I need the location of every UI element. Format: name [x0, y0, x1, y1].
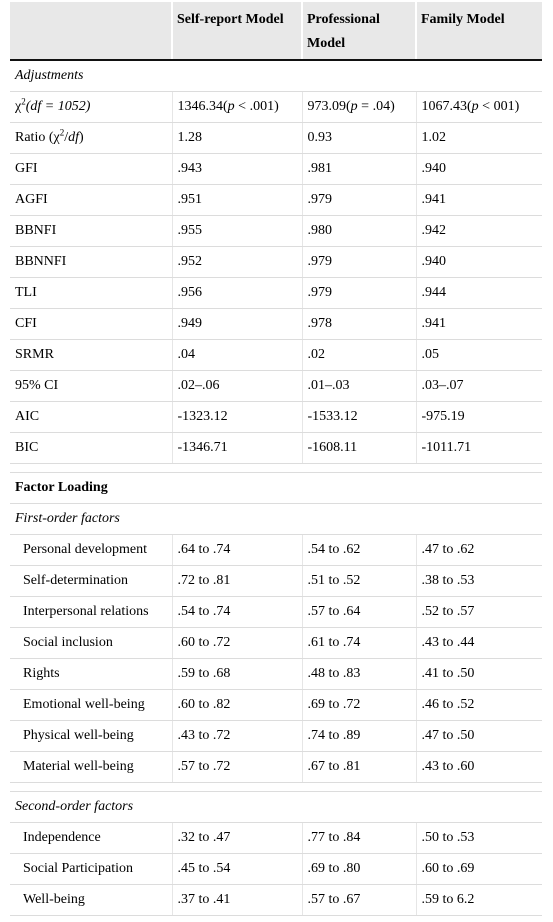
header-self-report: Self-report Model	[172, 2, 302, 60]
cell-professional: .67 to .81	[302, 752, 416, 783]
cell-professional: .77 to .84	[302, 823, 416, 854]
cell-professional: .01–.03	[302, 371, 416, 402]
header-family: Family Model	[416, 2, 542, 60]
table-row	[10, 216, 542, 247]
cell-professional: .979	[302, 185, 416, 216]
row-label: Interpersonal relations	[10, 597, 172, 628]
table-body	[10, 60, 542, 916]
cell-self-report: .949	[172, 309, 302, 340]
cell-self-report: .72 to .81	[172, 566, 302, 597]
section-row-factor-loading	[10, 473, 542, 504]
section-label-first-order: First-order factors	[10, 504, 542, 535]
cell-family: .41 to .50	[416, 659, 542, 690]
cell-family: .47 to .62	[416, 535, 542, 566]
cell-professional: .69 to .72	[302, 690, 416, 721]
cell-self-report: .64 to .74	[172, 535, 302, 566]
table-row	[10, 433, 542, 464]
cell-self-report: .951	[172, 185, 302, 216]
cell-self-report: -1346.71	[172, 433, 302, 464]
cell-self-report: .60 to .82	[172, 690, 302, 721]
row-label: AIC	[10, 402, 172, 433]
cell-self-report: .956	[172, 278, 302, 309]
cell-family: .43 to .44	[416, 628, 542, 659]
section-label-adjustments: Adjustments	[10, 60, 542, 92]
cell-self-report: .02–.06	[172, 371, 302, 402]
header-blank-cell	[10, 2, 172, 60]
row-label: Independence	[10, 823, 172, 854]
cell-professional: .979	[302, 278, 416, 309]
cell-self-report: 1.28	[172, 123, 302, 154]
spacer-row-before-factor-loading	[10, 464, 542, 473]
cell-self-report: .60 to .72	[172, 628, 302, 659]
ratio-suffix: /df)	[64, 130, 84, 145]
cell-professional: 0.93	[302, 123, 416, 154]
cell-professional: .69 to .80	[302, 854, 416, 885]
cell-family: .941	[416, 185, 542, 216]
cell-family: .05	[416, 340, 542, 371]
table-row	[10, 309, 542, 340]
table-row	[10, 278, 542, 309]
cell-family: .52 to .57	[416, 597, 542, 628]
cell-self-report: .943	[172, 154, 302, 185]
cell-professional: .979	[302, 247, 416, 278]
table-row	[10, 340, 542, 371]
cell-self-report: -1323.12	[172, 402, 302, 433]
cell-family: 1.02	[416, 123, 542, 154]
section-row-first-order	[10, 504, 542, 535]
row-label: Material well-being	[10, 752, 172, 783]
table-row	[10, 628, 542, 659]
cell-family: .941	[416, 309, 542, 340]
row-label: 95% CI	[10, 371, 172, 402]
spacer-row-before-second-order	[10, 783, 542, 792]
cell-professional: -1608.11	[302, 433, 416, 464]
ratio-sup: 2	[59, 127, 65, 138]
row-label: GFI	[10, 154, 172, 185]
fit-indices-table	[10, 2, 542, 916]
spacer-cell	[10, 464, 542, 473]
cell-family: .47 to .50	[416, 721, 542, 752]
row-label-ratio	[10, 123, 172, 154]
table-row	[10, 854, 542, 885]
chi-prefix: χ	[15, 99, 22, 114]
row-label: BBNFI	[10, 216, 172, 247]
cell-professional: .54 to .62	[302, 535, 416, 566]
cell-professional: 973.09(p = .04)	[302, 92, 416, 123]
section-row-second-order	[10, 792, 542, 823]
spacer-cell	[10, 783, 542, 792]
cell-family: .38 to .53	[416, 566, 542, 597]
cell-family: 1067.43(p < 001)	[416, 92, 542, 123]
cell-self-report: .54 to .74	[172, 597, 302, 628]
cell-professional: .74 to .89	[302, 721, 416, 752]
table-row-chi-square	[10, 92, 542, 123]
cell-family: .46 to .52	[416, 690, 542, 721]
table-row	[10, 721, 542, 752]
section-label-factor-loading: Factor Loading	[10, 473, 542, 504]
cell-professional: .980	[302, 216, 416, 247]
cell-family: .940	[416, 247, 542, 278]
table-row	[10, 402, 542, 433]
row-label: Well-being	[10, 885, 172, 916]
cell-self-report: .955	[172, 216, 302, 247]
chi-suffix: (df = 1052)	[25, 99, 91, 114]
results-table-container	[10, 2, 542, 916]
cell-self-report: .43 to .72	[172, 721, 302, 752]
row-label: Rights	[10, 659, 172, 690]
section-row-adjustments	[10, 60, 542, 92]
table-row	[10, 752, 542, 783]
row-label: CFI	[10, 309, 172, 340]
cell-family: .940	[416, 154, 542, 185]
cell-family: -1011.71	[416, 433, 542, 464]
cell-self-report: .59 to .68	[172, 659, 302, 690]
chi-sup: 2	[21, 96, 26, 107]
cell-professional: .978	[302, 309, 416, 340]
table-row	[10, 885, 542, 916]
cell-professional: .48 to .83	[302, 659, 416, 690]
cell-self-report: .32 to .47	[172, 823, 302, 854]
table-row	[10, 185, 542, 216]
cell-professional: .51 to .52	[302, 566, 416, 597]
table-row	[10, 690, 542, 721]
row-label: Physical well-being	[10, 721, 172, 752]
row-label: Social inclusion	[10, 628, 172, 659]
row-label: Self-determination	[10, 566, 172, 597]
ratio-prefix: Ratio (χ	[15, 130, 60, 145]
row-label: Emotional well-being	[10, 690, 172, 721]
cell-self-report: .04	[172, 340, 302, 371]
cell-self-report: .45 to .54	[172, 854, 302, 885]
table-row	[10, 659, 542, 690]
cell-professional: .61 to .74	[302, 628, 416, 659]
row-label: BBNNFI	[10, 247, 172, 278]
header-professional: Professional Model	[302, 2, 416, 60]
row-label: Social Participation	[10, 854, 172, 885]
cell-family: .50 to .53	[416, 823, 542, 854]
cell-professional: -1533.12	[302, 402, 416, 433]
cell-self-report: .952	[172, 247, 302, 278]
cell-self-report: .57 to .72	[172, 752, 302, 783]
cell-self-report: .37 to .41	[172, 885, 302, 916]
row-label: BIC	[10, 433, 172, 464]
row-label-chi-square	[10, 92, 172, 123]
cell-family: .59 to 6.2	[416, 885, 542, 916]
table-header	[10, 2, 542, 60]
cell-family: .942	[416, 216, 542, 247]
table-row-ratio	[10, 123, 542, 154]
row-label: TLI	[10, 278, 172, 309]
table-row	[10, 154, 542, 185]
cell-professional: .981	[302, 154, 416, 185]
row-label: SRMR	[10, 340, 172, 371]
cell-family: .944	[416, 278, 542, 309]
table-row	[10, 597, 542, 628]
table-row	[10, 535, 542, 566]
cell-professional: .57 to .64	[302, 597, 416, 628]
row-label: Personal development	[10, 535, 172, 566]
cell-professional: .02	[302, 340, 416, 371]
cell-self-report: 1346.34(p < .001)	[172, 92, 302, 123]
table-row	[10, 371, 542, 402]
table-row	[10, 823, 542, 854]
section-label-second-order: Second-order factors	[10, 792, 542, 823]
cell-family: .60 to .69	[416, 854, 542, 885]
row-label: AGFI	[10, 185, 172, 216]
cell-family: .43 to .60	[416, 752, 542, 783]
table-row	[10, 566, 542, 597]
table-row	[10, 247, 542, 278]
cell-professional: .57 to .67	[302, 885, 416, 916]
cell-family: -975.19	[416, 402, 542, 433]
cell-family: .03–.07	[416, 371, 542, 402]
